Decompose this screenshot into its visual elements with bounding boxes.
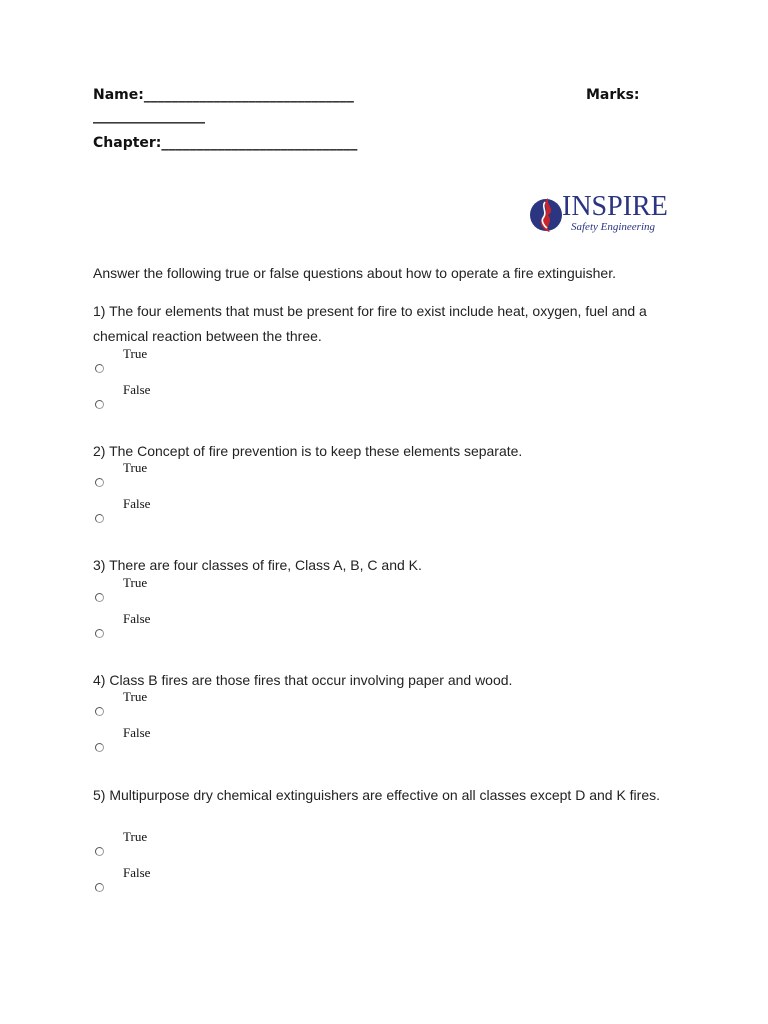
instructions-text: Answer the following true or false questions about how to operate a fire extinguisher. — [93, 265, 616, 281]
question-1-true-label: True — [123, 346, 148, 361]
question-3-true-radio[interactable] — [95, 593, 104, 602]
name-field[interactable]: Name:______________________________ — [93, 87, 354, 103]
question-5-text: 5) Multipurpose dry chemical extinguishers are effective on all classes except D and K fires. — [93, 787, 661, 803]
marks-label: Marks: — [586, 87, 640, 103]
question-3-true-label: True — [123, 575, 148, 590]
question-5-true-label: True — [123, 829, 148, 844]
question-1-true-radio[interactable] — [95, 364, 104, 373]
question-2-false-radio[interactable] — [95, 514, 104, 523]
question-4-text: 4) Class B fires are those fires that occur involving paper and wood. — [93, 672, 513, 688]
marks-field[interactable]: ________________ — [93, 108, 205, 124]
inspire-logo — [528, 193, 673, 237]
question-5-false-label: False — [123, 865, 151, 880]
question-2-text: 2) The Concept of fire prevention is to keep these elements separate. — [93, 443, 523, 459]
question-4-true-label: True — [123, 689, 148, 704]
question-1-text: 1) The four elements that must be present for fire to exist include heat, oxygen, fuel and a chemical reaction between the three. — [93, 303, 647, 344]
question-2-false-label: False — [123, 496, 151, 511]
question-1-false-radio[interactable] — [95, 400, 104, 409]
question-1-false-label: False — [123, 382, 151, 397]
question-3-false-label: False — [123, 611, 151, 626]
question-4-false-radio[interactable] — [95, 743, 104, 752]
question-5-false-radio[interactable] — [95, 883, 104, 892]
question-2-true-label: True — [123, 460, 148, 475]
question-3-false-radio[interactable] — [95, 629, 104, 638]
question-3-text: 3) There are four classes of fire, Class A, B, C and K. — [93, 557, 422, 573]
question-5-true-radio[interactable] — [95, 847, 104, 856]
question-4-false-label: False — [123, 725, 151, 740]
logo-wordmark: INSPIRE — [562, 191, 668, 222]
logo-tagline: Safety Engineering — [571, 221, 656, 233]
chapter-field[interactable]: Chapter:____________________________ — [93, 135, 358, 151]
flame-logo-icon — [528, 193, 566, 237]
question-4-true-radio[interactable] — [95, 707, 104, 716]
question-2-true-radio[interactable] — [95, 478, 104, 487]
